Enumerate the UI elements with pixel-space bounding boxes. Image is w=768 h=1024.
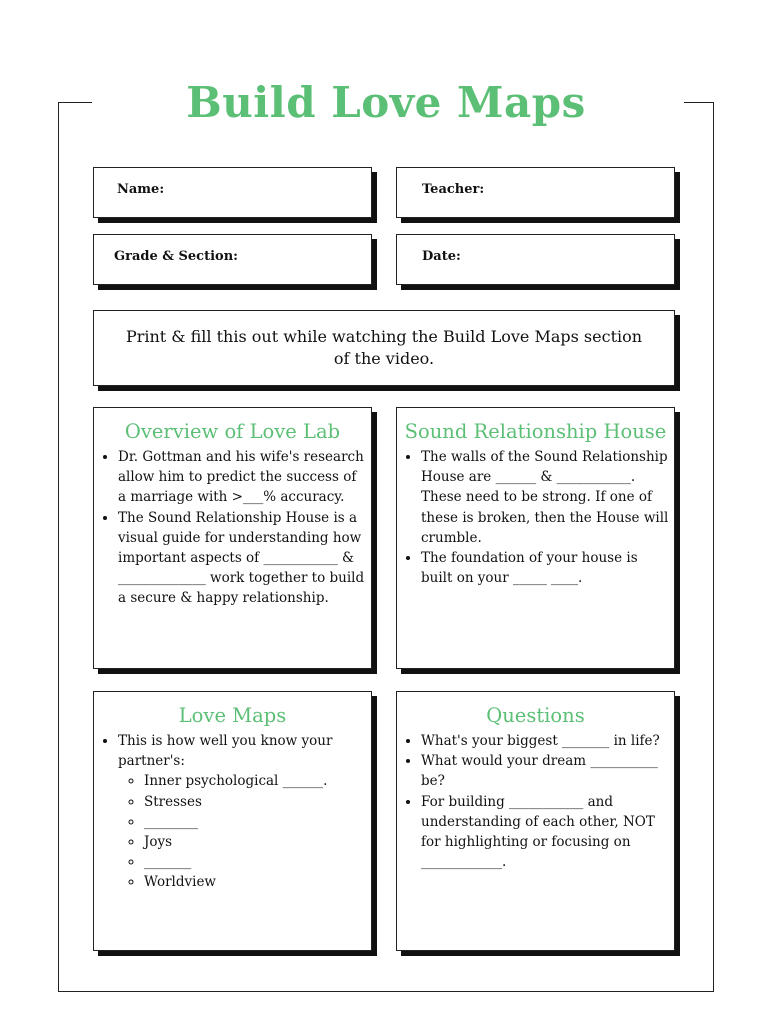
love-maps-intro <box>118 731 363 893</box>
frame-top-left-edge <box>58 102 92 103</box>
grade-section-field[interactable] <box>93 234 372 285</box>
love-maps-card <box>93 691 372 951</box>
house-list <box>397 447 674 588</box>
love-maps-subitem-1: ◦ Inner psychological ______. <box>144 771 363 791</box>
overview-item-1: • Dr. Gottman and his wife's research allow him to predict the success of a marriage with >___% accuracy. <box>118 447 367 508</box>
love-maps-subitem-3: ◦ ________ <box>144 812 363 832</box>
love-maps-list <box>94 731 371 893</box>
frame-bottom-edge <box>58 991 714 992</box>
overview-list <box>94 447 371 609</box>
house-item-1: • The walls of the Sound Relationship House are ______ & ___________. These need to be strong. If one of these is broken, then the House will crumble. <box>421 447 672 548</box>
love-maps-subitem-2: ◦ Stresses <box>144 792 363 812</box>
frame-left-edge <box>58 102 59 992</box>
overview-card <box>93 407 372 669</box>
overview-item-2: • The Sound Relationship House is a visual guide for understanding how important aspects of ___________ & _____________ work together to build a secure & happy relationship. <box>118 508 367 609</box>
page-title: Build Love Maps <box>186 78 586 127</box>
instructions-box <box>93 310 675 386</box>
questions-card-title: Questions <box>486 704 585 727</box>
frame-right-edge <box>713 102 714 992</box>
questions-list <box>397 731 674 872</box>
questions-item-2: • What would your dream __________ be? <box>421 751 670 791</box>
teacher-label: Teacher: <box>422 182 485 197</box>
house-item-2: • The foundation of your house is built on your _____ ____. <box>421 548 672 588</box>
instructions-text: Print & fill this out while watching the Build Love Maps section of the video. <box>125 327 643 368</box>
overview-card-title: Overview of Love Lab <box>124 420 341 443</box>
questions-item-1: • What's your biggest _______ in life? <box>421 731 670 751</box>
teacher-field[interactable] <box>396 167 675 218</box>
love-maps-subitem-4: ◦ Joys <box>144 832 363 852</box>
house-card-title: Sound Relationship House <box>404 420 667 443</box>
questions-card <box>396 691 675 951</box>
house-card <box>396 407 675 669</box>
love-maps-sublist <box>118 771 363 892</box>
love-maps-card-title: Love Maps <box>178 704 287 727</box>
name-label: Name: <box>117 182 165 197</box>
date-label: Date: <box>422 249 461 264</box>
love-maps-subitem-6: ◦ Worldview <box>144 872 363 892</box>
date-field[interactable] <box>396 234 675 285</box>
grade-section-label: Grade & Section: <box>114 249 238 264</box>
frame-top-right-edge <box>684 102 714 103</box>
love-maps-intro-text: This is how well you know your partner's: <box>118 733 333 770</box>
love-maps-subitem-5: ◦ _______ <box>144 852 363 872</box>
questions-item-3: • For building ___________ and understanding of each other, NOT for highlighting or focusing on ____________. <box>421 792 670 873</box>
name-field[interactable] <box>93 167 372 218</box>
